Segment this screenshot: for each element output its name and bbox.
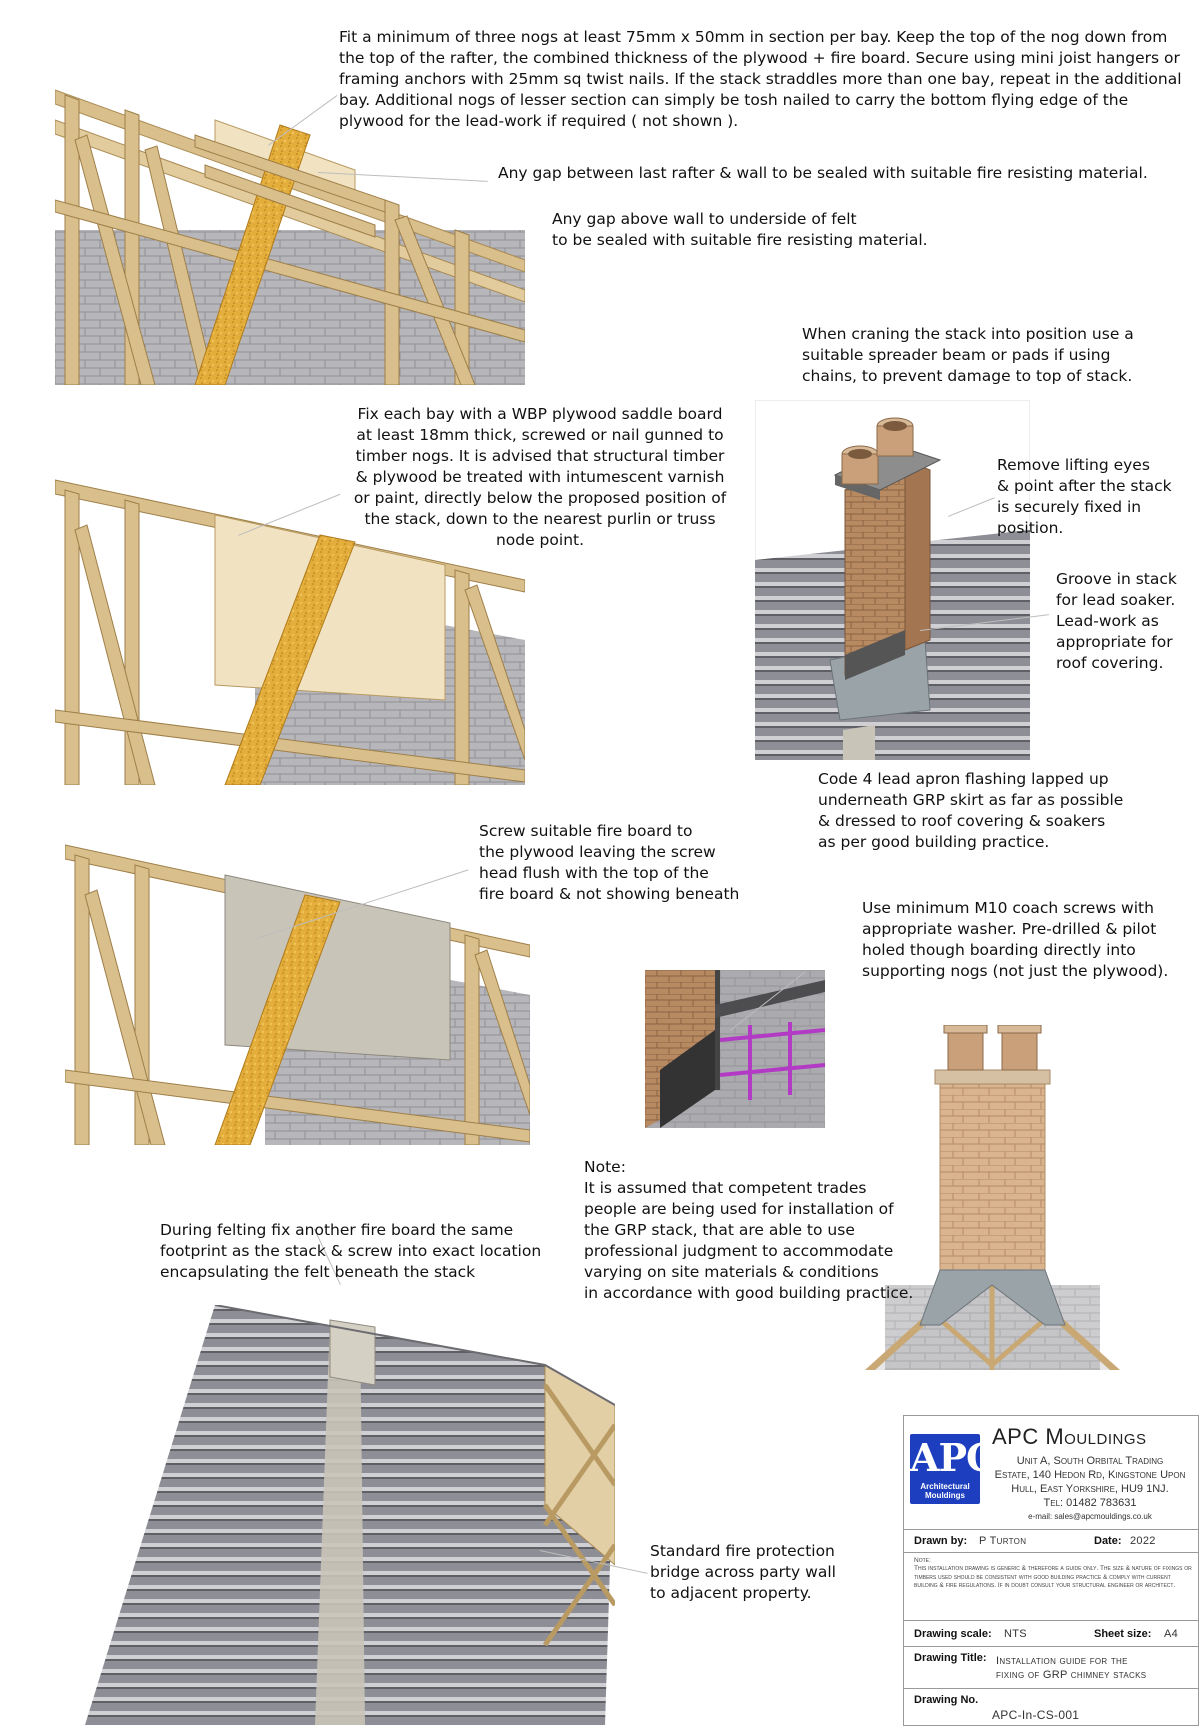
drawn-by-value: P Turton — [979, 1535, 1027, 1547]
note-lead-apron: Code 4 lead apron flashing lapped up underneath GRP skirt as far as possible & dressed to roof covering & soakers as per good building practice. — [818, 770, 1124, 851]
sheet-size-label: Sheet size: — [1094, 1628, 1152, 1640]
note-craning: When craning the stack into position use a suitable spreader beam or pads if using chains, to prevent damage to top of stack. — [802, 325, 1134, 385]
sheet-size-value: A4 — [1164, 1628, 1179, 1640]
apc-logo — [910, 1434, 996, 1504]
note-fire-board: Screw suitable fire board to the plywood leaving the screw head flush with the top of the fire board & not showing beneath — [479, 822, 740, 903]
company-email[interactable]: e-mail: sales@apcmouldings.co.uk — [1028, 1512, 1152, 1521]
note-gap-rafter: Any gap between last rafter & wall to be sealed with suitable fire resisting material. — [498, 164, 1148, 182]
note-lead-groove: Groove in stack for lead soaker. Lead-work as appropriate for roof covering. — [1056, 570, 1177, 672]
company-address: Unit A, South Orbital Trading Estate, 140 Hedon Rd, Kingstone Upon Hull, East Yorkshire, HU9 1NJ. Tel: 01482 783631 — [994, 1455, 1186, 1509]
note-felting: During felting fix another fire board the same footprint as the stack & screw into exact location encapsulating the felt beneath the stack — [160, 1221, 542, 1281]
fire-board-illustration — [65, 835, 530, 1145]
coach-screw-detail-illustration — [645, 970, 825, 1128]
logo-subtext: Architectural Mouldings — [920, 1482, 970, 1500]
note-party-wall: Standard fire protection bridge across party wall to adjacent property. — [650, 1542, 836, 1602]
note-gap-felt: Any gap above wall to underside of felt to be sealed with suitable fire resisting material. — [552, 210, 928, 249]
drawing-scale-label: Drawing scale: — [914, 1628, 992, 1640]
drawing-number-label: Drawing No. — [914, 1694, 979, 1706]
chimney-on-roof-illustration — [755, 400, 1030, 760]
date-value: 2022 — [1130, 1535, 1156, 1547]
note-assumption: Note: It is assumed that competent trades people are being used for installation of the GRP stack, that are able to use professional judgment to accommodate varying on site materials & conditions in accordance with good building practice. — [584, 1158, 914, 1302]
date-label: Date: — [1094, 1535, 1122, 1547]
drawing-title-label: Drawing Title: — [914, 1652, 987, 1664]
note-coach-screws: Use minimum M10 coach screws with appropriate washer. Pre-drilled & pilot holed though boarding directly into supporting nogs (not just the plywood). — [862, 899, 1169, 980]
logo-text: APC — [910, 1435, 996, 1480]
felted-roof-illustration — [85, 1305, 615, 1725]
note-lifting-eyes: Remove lifting eyes & point after the stack is securely fixed in position. — [997, 456, 1172, 537]
title-block — [903, 1415, 1199, 1726]
drawn-by-label: Drawn by: — [914, 1535, 968, 1547]
note-plywood-saddle: Fix each bay with a WBP plywood saddle board at least 18mm thick, screwed or nail gunned to timber nogs. It is advised that structural timber & plywood be treated with intumescent varnish or paint, directly below the proposed position of the stack, down to the nearest purlin or truss node point. — [353, 405, 727, 549]
drawing-scale-value: NTS — [1004, 1628, 1027, 1640]
company-name: APC Mouldings — [992, 1424, 1147, 1449]
note-nogs: Fit a minimum of three nogs at least 75mm x 50mm in section per bay. Keep the top of the nog down from the top of the rafter, the combined thickness of the plywood + fire board. Secure using mini joist hangers or framing anchors with 25mm sq twist nails. If the stack straddles more than one bay, repeat in the additional bay. Additional nogs of lesser section can simply be tosh nailed to carry the bottom flying edge of the plywood for the lead-work if required ( not shown ). — [339, 28, 1182, 130]
drawing-title-value: Installation guide for the fixing of GRP chimney stacks — [996, 1655, 1147, 1681]
title-block-note: Note: This installation drawing is generic & therefore a guide only. The size & nature of fixings or timbers used should be consistent with good building practice & comply with current building & fire regulations. If in doubt consult your structural engineer or architect. — [914, 1557, 1192, 1590]
drawing-number-value: APC-In-CS-001 — [992, 1708, 1080, 1722]
